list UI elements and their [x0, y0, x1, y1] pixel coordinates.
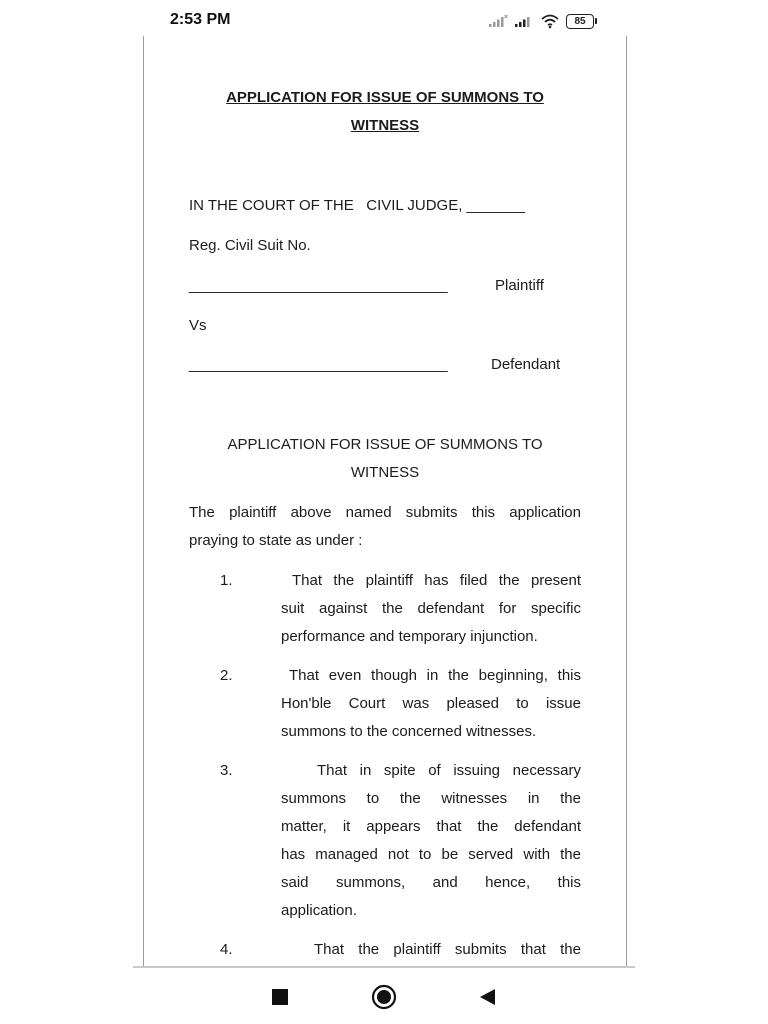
defendant-blank: _______________________________	[189, 356, 448, 373]
signal-icon	[514, 14, 534, 28]
intro-line: praying to state as under :	[189, 532, 363, 549]
court-line: IN THE COURT OF THE CIVIL JUDGE, _______	[189, 197, 525, 214]
status-bar	[0, 0, 768, 36]
paragraph-line: matter, it appears that the defendant	[281, 818, 581, 835]
home-circle-icon	[371, 984, 397, 1010]
navigation-bar	[0, 968, 768, 1024]
paragraph-line: performance and temporary injunction.	[281, 628, 538, 645]
paragraph-number: 3.	[220, 762, 233, 779]
signal-icon	[488, 14, 508, 28]
document-title-line2: WITNESS	[350, 117, 420, 134]
paragraph-line: summons to the concerned witnesses.	[281, 723, 537, 740]
battery-icon	[566, 14, 597, 29]
paragraph-line: That the plaintiff has filed the present	[292, 572, 581, 589]
paragraph-line: That even though in the beginning, this	[289, 667, 581, 684]
suit-number: Reg. Civil Suit No.	[189, 237, 311, 254]
versus-label: Vs	[189, 317, 207, 334]
paragraph-line: summons to the witnesses in the	[281, 790, 581, 807]
application-heading-line2: WITNESS	[350, 464, 420, 481]
application-heading-line1: APPLICATION FOR ISSUE OF SUMMONS TO	[227, 436, 543, 453]
defendant-label: Defendant	[491, 356, 561, 373]
plaintiff-blank: _______________________________	[189, 277, 448, 294]
status-icons	[488, 10, 597, 32]
battery-level: 85	[566, 14, 594, 29]
paragraph-line: application.	[281, 902, 357, 919]
document-title-line1: APPLICATION FOR ISSUE OF SUMMONS TO	[226, 89, 544, 106]
paragraph-line: has managed not to be served with the	[281, 846, 581, 863]
paragraph-line: That the plaintiff submits that the	[314, 941, 581, 958]
back-button[interactable]	[474, 984, 500, 1010]
plaintiff-label: Plaintiff	[495, 277, 544, 294]
recents-button[interactable]	[267, 984, 293, 1010]
paragraph-line: That in spite of issuing necessary	[317, 762, 581, 779]
home-button[interactable]	[371, 984, 397, 1010]
back-triangle-icon	[478, 988, 496, 1006]
paragraph-number: 2.	[220, 667, 233, 684]
paragraph-number: 4.	[220, 941, 233, 958]
paragraph-number: 1.	[220, 572, 233, 589]
paragraph-line: Hon'ble Court was pleased to issue	[281, 695, 581, 712]
paragraph-line: suit against the defendant for specific	[281, 600, 581, 617]
paragraph-line: said summons, and hence, this	[281, 874, 581, 891]
status-time: 2:53 PM	[170, 11, 231, 28]
intro-line: The plaintiff above named submits this application	[189, 504, 581, 521]
recents-square-icon	[272, 989, 288, 1005]
wifi-icon	[540, 13, 560, 29]
document-page[interactable]	[143, 36, 627, 966]
